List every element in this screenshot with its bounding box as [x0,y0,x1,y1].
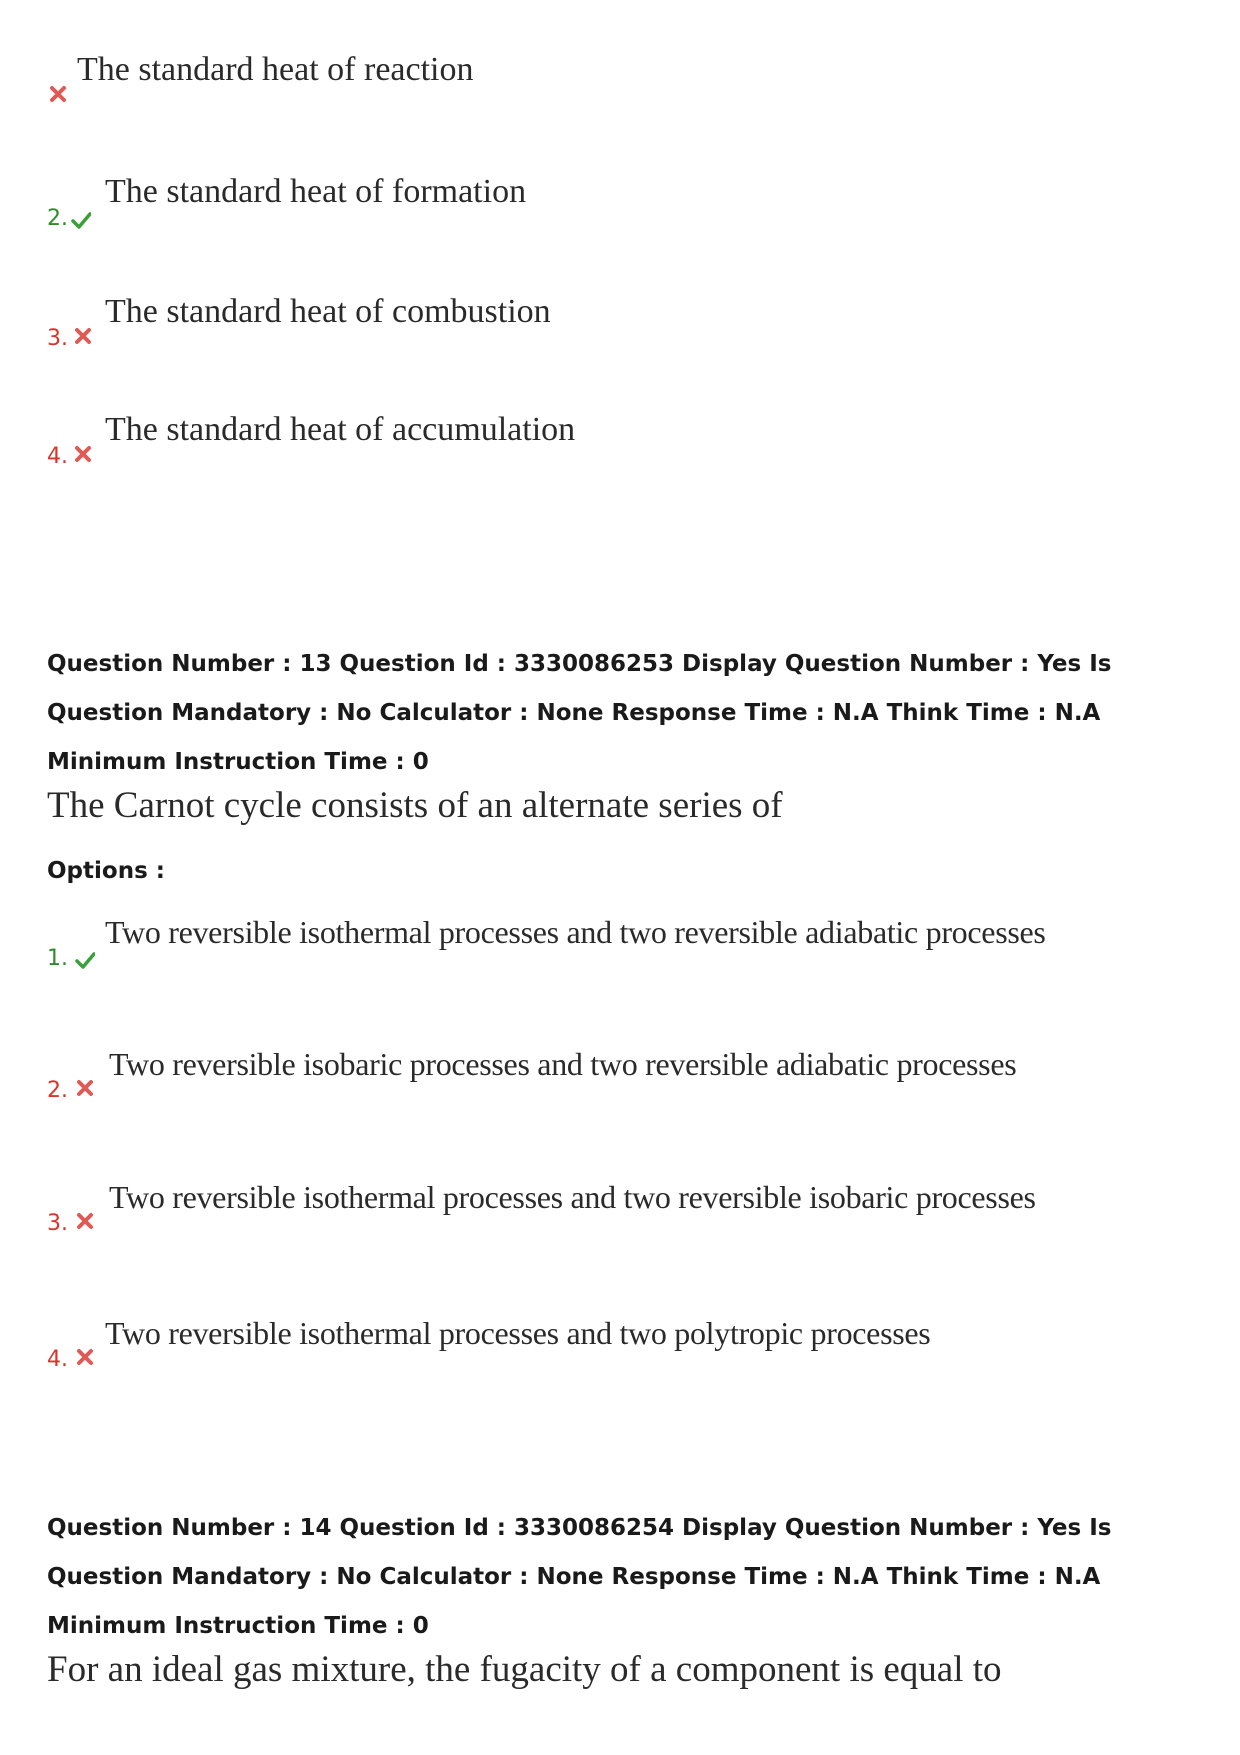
question-14-meta: Question Number : 14 Question Id : 3330086254 Display Question Number : Yes Is Question Mandatory : No Calculator : None Response Time : N.A Think Time : N.A Minimum Instruction Time : 0 [47,1515,1112,1639]
q13-option-2 [47,1044,1197,1104]
option-text: The standard heat of combustion [105,293,551,330]
cross-icon [73,326,93,346]
q13-option-4 [47,1313,1197,1373]
option-text: Two reversible isothermal processes and two reversible isobaric processes [109,1179,1036,1215]
option-number: 2. [47,1078,68,1103]
cross-icon [75,1211,95,1231]
cross-icon [73,444,93,464]
option-number: 3. [47,326,68,351]
question-13-text: The Carnot cycle consists of an alternate series of [47,785,783,826]
prev-option-2 [47,172,1197,232]
option-number: 3. [47,1211,68,1236]
option-text: The standard heat of formation [105,173,527,210]
option-number: 1. [47,946,68,971]
option-text: The standard heat of reaction [77,51,474,88]
q13-option-3 [47,1177,1197,1237]
option-number: 2. [47,206,68,231]
check-icon [75,950,95,970]
options-label: Options : [47,858,165,884]
check-icon [71,210,91,230]
cross-icon [75,1078,95,1098]
question-14-text: For an ideal gas mixture, the fugacity of a component is equal to [47,1649,1002,1690]
cross-icon [75,1347,95,1367]
prev-option-3 [47,292,1197,352]
option-number: 4. [47,444,68,469]
option-text: Two reversible isothermal processes and two reversible adiabatic processes [105,914,1046,950]
option-text: Two reversible isobaric processes and two reversible adiabatic processes [109,1046,1017,1082]
option-text: Two reversible isothermal processes and two polytropic processes [105,1315,931,1351]
option-text: The standard heat of accumulation [105,411,576,448]
prev-option-4 [47,410,1197,470]
prev-option-1 [47,50,1197,110]
option-number: 4. [47,1347,68,1372]
cross-icon [48,84,68,104]
question-13-meta: Question Number : 13 Question Id : 3330086253 Display Question Number : Yes Is Question Mandatory : No Calculator : None Response Time : N.A Think Time : N.A Minimum Instruction Time : 0 [47,651,1112,775]
q13-option-1 [47,912,1197,972]
